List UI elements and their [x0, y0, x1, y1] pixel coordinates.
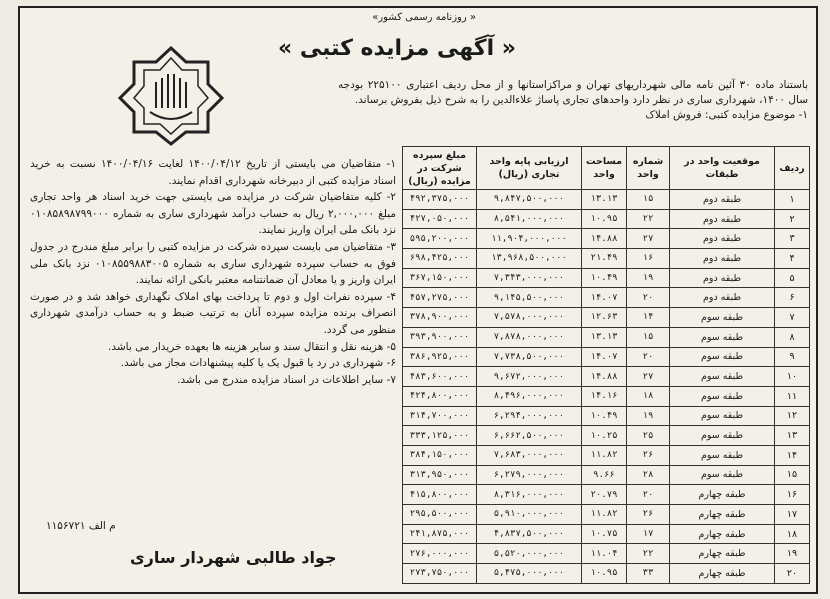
cell-price: ۹,۸۴۷,۵۰۰,۰۰۰: [477, 190, 582, 210]
table-row: [403, 505, 810, 525]
cell-floor: طبقه دوم: [670, 209, 775, 229]
cell-unit: ۳۳: [627, 564, 670, 584]
cell-deposit: ۳۷۸,۹۰۰,۰۰۰: [403, 308, 477, 328]
cell-area: ۱۲.۶۳: [582, 308, 627, 328]
cell-n: ۱۰: [775, 367, 810, 387]
cell-unit: ۲۶: [627, 505, 670, 525]
cell-deposit: ۳۱۴,۷۰۰,۰۰۰: [403, 406, 477, 426]
cell-n: ۱: [775, 190, 810, 210]
auction-subject: ۱- موضوع مزایده کتبی: فروش املاک: [645, 109, 808, 121]
cell-n: ۱۷: [775, 505, 810, 525]
cell-price: ۵,۵۲۰,۰۰۰,۰۰۰: [477, 544, 582, 564]
cell-unit: ۱۹: [627, 406, 670, 426]
cell-n: ۵: [775, 268, 810, 288]
col-floor: موقعیت واحد در طبقات: [670, 147, 775, 190]
cell-price: ۷,۸۷۸,۰۰۰,۰۰۰: [477, 327, 582, 347]
condition-item: ۶- شهرداری در رد یا قبول یک یا کلیه پیشنهادات مجاز می باشد.: [120, 357, 396, 370]
table-row: [403, 524, 810, 544]
cell-price: ۷,۷۳۸,۵۰۰,۰۰۰: [477, 347, 582, 367]
cell-area: ۱۰.۴۹: [582, 268, 627, 288]
reference-number: م الف ۱۱۵۶۷۲۱: [46, 520, 116, 532]
cell-deposit: ۴۵۷,۲۷۵,۰۰۰: [403, 288, 477, 308]
condition-item: ۲- کلیه متقاضیان شرکت در مزایده می بایستی جهت خرید اسناد هر واحد تجاری مبلغ ۲,۰۰۰,۰۰۰ ریال به حساب درآمد شهرداری ساری به شماره ۰۱۰۸۵۸۹۸۷۹۹۰۰۰ نزد بانک ملی ایران واریز نمایند.: [30, 191, 396, 237]
cell-area: ۱۴.۰۷: [582, 347, 627, 367]
cell-floor: طبقه سوم: [670, 465, 775, 485]
table-row: [403, 249, 810, 269]
cell-floor: طبقه سوم: [670, 308, 775, 328]
intro-text: [338, 78, 808, 123]
cell-price: ۸,۳۱۶,۰۰۰,۰۰۰: [477, 485, 582, 505]
notice-title: « آگهی مزایده کتبی »: [278, 36, 516, 61]
cell-floor: طبقه سوم: [670, 327, 775, 347]
cell-unit: ۱۴: [627, 308, 670, 328]
cell-deposit: ۲۹۵,۵۰۰,۰۰۰: [403, 505, 477, 525]
table-header-row: [403, 147, 810, 190]
cell-unit: ۲۲: [627, 209, 670, 229]
col-row-number: ردیف: [775, 147, 810, 190]
auction-notice: [18, 6, 818, 594]
cell-price: ۴,۸۳۷,۵۰۰,۰۰۰: [477, 524, 582, 544]
cell-n: ۱۶: [775, 485, 810, 505]
table-row: [403, 308, 810, 328]
cell-n: ۱۸: [775, 524, 810, 544]
col-area: مساحت واحد: [582, 147, 627, 190]
cell-area: ۱۴.۰۷: [582, 288, 627, 308]
table-row: [403, 544, 810, 564]
cell-price: ۸,۴۹۶,۰۰۰,۰۰۰: [477, 386, 582, 406]
cell-unit: ۲۰: [627, 288, 670, 308]
cell-area: ۱۰.۹۵: [582, 564, 627, 584]
cell-n: ۱۴: [775, 445, 810, 465]
newspaper-source: « روزنامه رسمی کشور»: [372, 12, 476, 23]
cell-price: ۹,۱۴۵,۵۰۰,۰۰۰: [477, 288, 582, 308]
cell-n: ۶: [775, 288, 810, 308]
cell-floor: طبقه چهارم: [670, 544, 775, 564]
cell-area: ۱۴.۸۸: [582, 229, 627, 249]
cell-floor: طبقه سوم: [670, 367, 775, 387]
cell-unit: ۲۷: [627, 229, 670, 249]
cell-deposit: ۲۷۳,۷۵۰,۰۰۰: [403, 564, 477, 584]
cell-n: ۲: [775, 209, 810, 229]
condition-item: ۷- سایر اطلاعات در اسناد مزایده مندرج می باشد.: [177, 373, 396, 386]
cell-price: ۶,۲۹۴,۰۰۰,۰۰۰: [477, 406, 582, 426]
table-row: [403, 347, 810, 367]
cell-price: ۷,۵۷۸,۰۰۰,۰۰۰: [477, 308, 582, 328]
cell-n: ۱۳: [775, 426, 810, 446]
cell-deposit: ۴۱۵,۸۰۰,۰۰۰: [403, 485, 477, 505]
condition-item: ۵- هزینه نقل و انتقال سند و سایر هزینه ها بعهده خریدار می باشد.: [107, 340, 396, 353]
cell-deposit: ۴۹۲,۳۷۵,۰۰۰: [403, 190, 477, 210]
cell-area: ۱۳.۱۳: [582, 190, 627, 210]
cell-price: ۱۳,۹۶۸,۵۰۰,۰۰۰: [477, 249, 582, 269]
cell-price: ۷,۳۴۳,۰۰۰,۰۰۰: [477, 268, 582, 288]
cell-unit: ۲۷: [627, 367, 670, 387]
cell-deposit: ۴۲۴,۸۰۰,۰۰۰: [403, 386, 477, 406]
cell-deposit: ۳۹۳,۹۰۰,۰۰۰: [403, 327, 477, 347]
cell-area: ۱۰.۲۵: [582, 426, 627, 446]
cell-price: ۷,۶۸۳,۰۰۰,۰۰۰: [477, 445, 582, 465]
cell-unit: ۱۵: [627, 327, 670, 347]
units-table-wrapper: [402, 146, 810, 584]
cell-n: ۱۵: [775, 465, 810, 485]
cell-deposit: ۲۷۶,۰۰۰,۰۰۰: [403, 544, 477, 564]
cell-price: ۶,۶۶۲,۵۰۰,۰۰۰: [477, 426, 582, 446]
cell-area: ۱۱.۸۲: [582, 505, 627, 525]
cell-unit: ۱۹: [627, 268, 670, 288]
cell-floor: طبقه سوم: [670, 426, 775, 446]
cell-floor: طبقه سوم: [670, 347, 775, 367]
cell-n: ۳: [775, 229, 810, 249]
cell-floor: طبقه چهارم: [670, 505, 775, 525]
col-unit-number: شماره واحد: [627, 147, 670, 190]
cell-floor: طبقه چهارم: [670, 485, 775, 505]
cell-unit: ۱۶: [627, 249, 670, 269]
table-row: [403, 426, 810, 446]
cell-deposit: ۳۳۳,۱۲۵,۰۰۰: [403, 426, 477, 446]
cell-unit: ۲۵: [627, 426, 670, 446]
cell-price: ۵,۴۷۵,۰۰۰,۰۰۰: [477, 564, 582, 584]
cell-floor: طبقه دوم: [670, 268, 775, 288]
cell-n: ۷: [775, 308, 810, 328]
cell-deposit: ۴۸۳,۶۰۰,۰۰۰: [403, 367, 477, 387]
cell-area: ۱۰.۴۹: [582, 406, 627, 426]
table-row: [403, 406, 810, 426]
table-row: [403, 485, 810, 505]
condition-item: ۳- متقاضیان می بایست سپرده شرکت در مزایده کتبی را برابر مبلغ مندرج در جدول فوق به حساب سپرده شهرداری ساری به شماره ۰۱۰۸۵۵۹۸۸۳۰۰۵ نزد بانک ملی ایران واریز و یا معادل آن ضمانتنامه معتبر بانکی ارائه نمایند.: [30, 240, 397, 287]
signature: جواد طالبی شهردار ساری: [130, 548, 337, 567]
conditions-list: [30, 156, 396, 388]
cell-unit: ۱۸: [627, 386, 670, 406]
cell-floor: طبقه چهارم: [670, 564, 775, 584]
cell-n: ۹: [775, 347, 810, 367]
table-row: [403, 209, 810, 229]
cell-area: ۱۰.۷۵: [582, 524, 627, 544]
cell-n: ۱۱: [775, 386, 810, 406]
cell-n: ۲۰: [775, 564, 810, 584]
cell-area: ۱۴.۱۶: [582, 386, 627, 406]
cell-n: ۸: [775, 327, 810, 347]
cell-floor: طبقه دوم: [670, 190, 775, 210]
cell-floor: طبقه دوم: [670, 249, 775, 269]
cell-price: ۵,۹۱۰,۰۰۰,۰۰۰: [477, 505, 582, 525]
cell-unit: ۲۰: [627, 347, 670, 367]
cell-area: ۹.۶۶: [582, 465, 627, 485]
cell-n: ۱۲: [775, 406, 810, 426]
cell-floor: طبقه سوم: [670, 445, 775, 465]
condition-item: ۴- سپرده نفرات اول و دوم تا پرداخت بهای املاک نگهداری خواهد شد و در صورت انصراف برنده مزایده سپرده آنان به ترتیب ضبط و به حساب درآمدی شهرداری منظور می گردد.: [30, 290, 396, 336]
table-row: [403, 465, 810, 485]
table-row: [403, 229, 810, 249]
table-row: [403, 190, 810, 210]
condition-item: ۱- متقاضیان می بایستی از تاریخ ۱۴۰۰/۰۴/۱۲ لغایت ۱۴۰۰/۰۴/۱۶ نسبت به خرید اسناد مزایده کتبی از دبیرخانه شهرداری اقدام نمایند.: [30, 158, 396, 187]
cell-area: ۱۱.۸۲: [582, 445, 627, 465]
cell-floor: طبقه سوم: [670, 406, 775, 426]
cell-unit: ۱۵: [627, 190, 670, 210]
cell-price: ۹,۶۷۲,۰۰۰,۰۰۰: [477, 367, 582, 387]
cell-price: ۶,۲۷۹,۰۰۰,۰۰۰: [477, 465, 582, 485]
cell-price: ۸,۵۴۱,۰۰۰,۰۰۰: [477, 209, 582, 229]
col-deposit: مبلغ سپرده شرکت در مزایده (ریال): [403, 147, 477, 190]
col-base-price: ارزیابی پایه واحد تجاری (ریال): [477, 147, 582, 190]
cell-deposit: ۳۸۴,۱۵۰,۰۰۰: [403, 445, 477, 465]
table-row: [403, 327, 810, 347]
cell-deposit: ۴۲۷,۰۵۰,۰۰۰: [403, 209, 477, 229]
cell-deposit: ۶۹۸,۴۲۵,۰۰۰: [403, 249, 477, 269]
cell-area: ۱۰.۹۵: [582, 209, 627, 229]
cell-floor: طبقه سوم: [670, 386, 775, 406]
cell-area: ۲۱.۴۹: [582, 249, 627, 269]
cell-unit: ۲۰: [627, 485, 670, 505]
municipality-logo-icon: [116, 46, 226, 146]
table-row: [403, 564, 810, 584]
table-row: [403, 445, 810, 465]
cell-floor: طبقه دوم: [670, 229, 775, 249]
units-table: [402, 146, 810, 584]
table-row: [403, 288, 810, 308]
cell-price: ۱۱,۹۰۴,۰۰۰,۰۰۰: [477, 229, 582, 249]
cell-deposit: ۵۹۵,۲۰۰,۰۰۰: [403, 229, 477, 249]
cell-unit: ۱۷: [627, 524, 670, 544]
table-row: [403, 386, 810, 406]
cell-area: ۱۱.۰۴: [582, 544, 627, 564]
cell-deposit: ۳۸۶,۹۲۵,۰۰۰: [403, 347, 477, 367]
intro-paragraph: باستناد ماده ۳۰ آئین نامه مالی شهرداریهای تهران و مراکزاستانها و از محل ردیف اعتباری ۲۲۵۱۰۰ بودجه سال ۱۴۰۰، شهرداری ساری در نظر دارد واحدهای تجاری پاساژ علاءالدین را به شرح ذیل بفروش برساند.: [338, 79, 809, 106]
cell-unit: ۲۸: [627, 465, 670, 485]
cell-unit: ۲۲: [627, 544, 670, 564]
cell-area: ۱۴.۸۸: [582, 367, 627, 387]
cell-n: ۱۹: [775, 544, 810, 564]
table-row: [403, 268, 810, 288]
cell-area: ۲۰.۷۹: [582, 485, 627, 505]
cell-floor: طبقه دوم: [670, 288, 775, 308]
cell-area: ۱۳.۱۳: [582, 327, 627, 347]
cell-floor: طبقه چهارم: [670, 524, 775, 544]
table-row: [403, 367, 810, 387]
cell-deposit: ۲۴۱,۸۷۵,۰۰۰: [403, 524, 477, 544]
cell-n: ۴: [775, 249, 810, 269]
cell-deposit: ۳۶۷,۱۵۰,۰۰۰: [403, 268, 477, 288]
cell-unit: ۲۶: [627, 445, 670, 465]
cell-deposit: ۳۱۳,۹۵۰,۰۰۰: [403, 465, 477, 485]
